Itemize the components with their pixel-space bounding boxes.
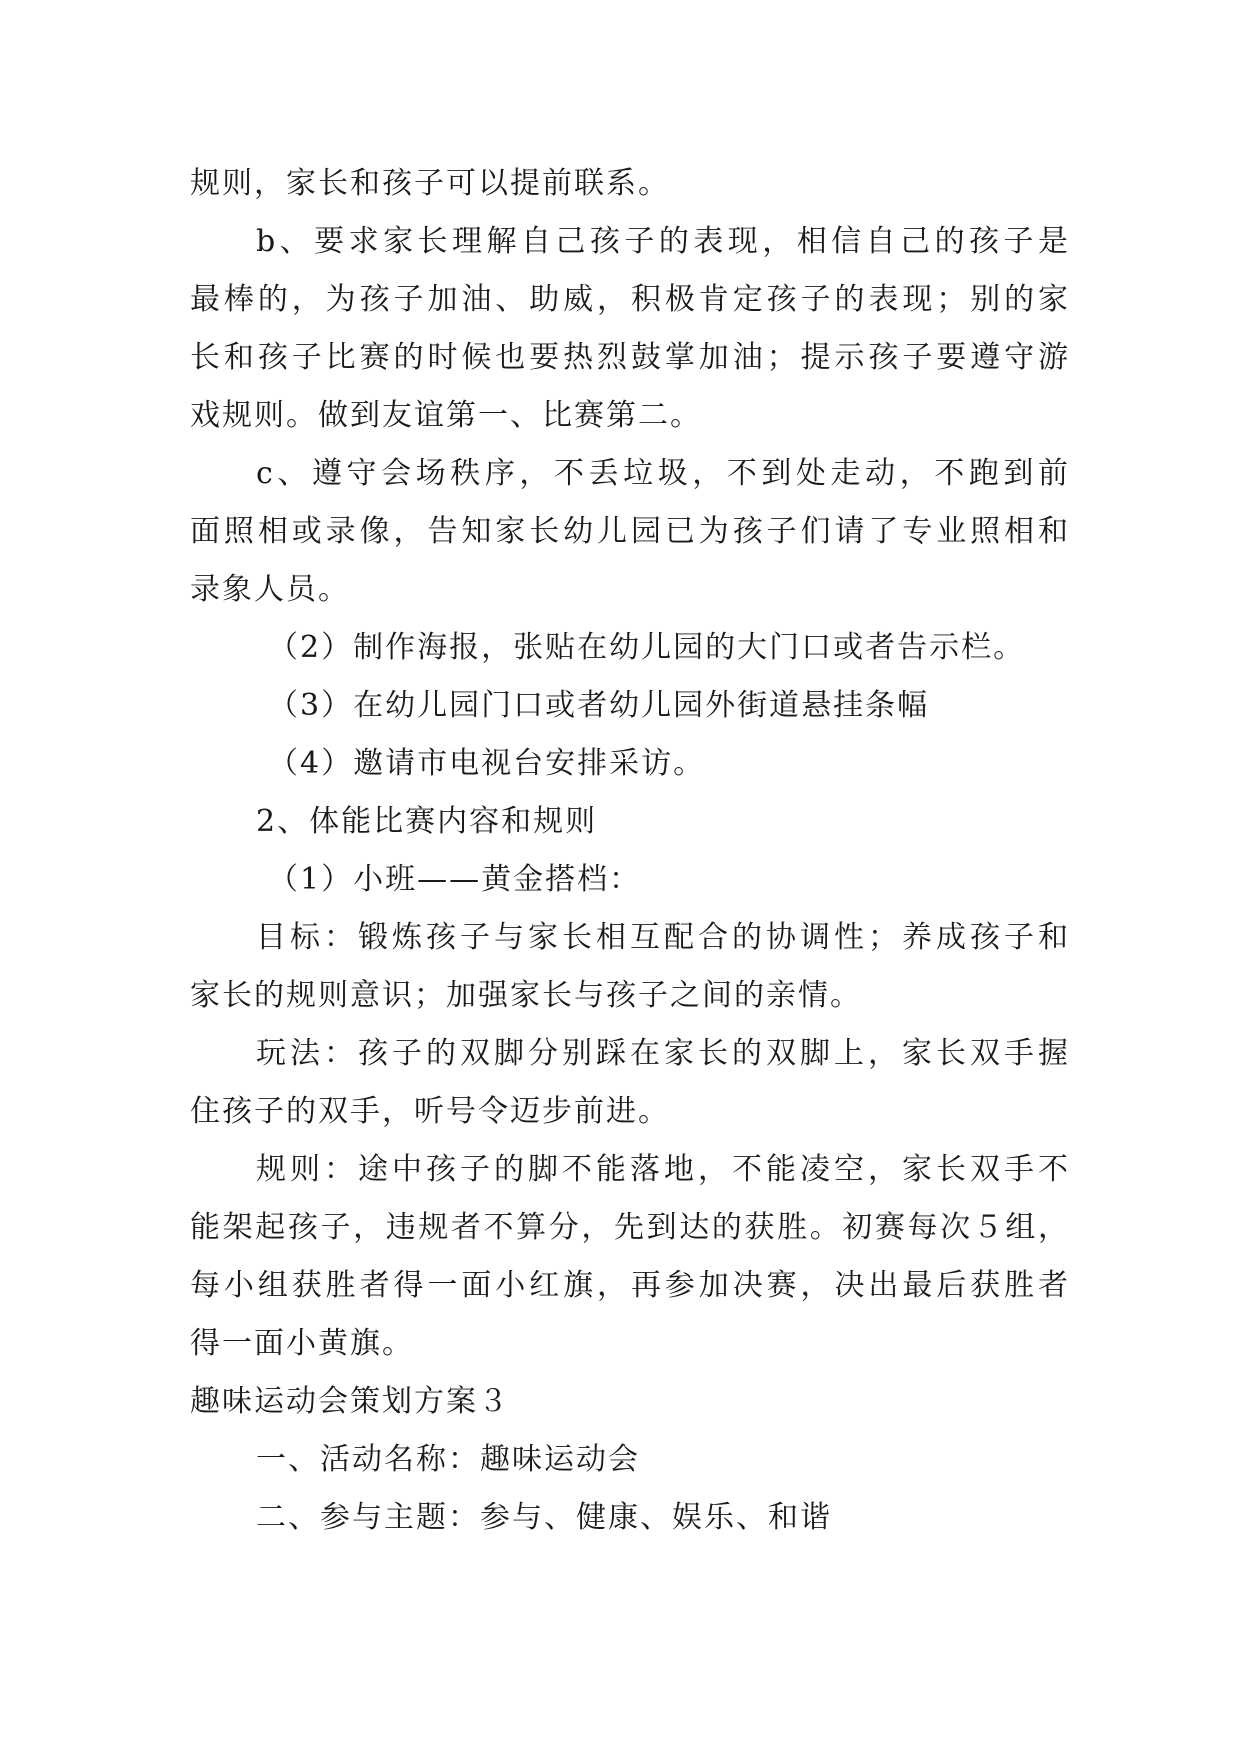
text-line: 录象人员。 — [190, 572, 350, 607]
text-line: 二、参与主题：参与、健康、娱乐、和谐 — [256, 1500, 832, 1535]
text-line: （3）在幼儿园门口或者幼儿园外街道悬挂条幅 — [268, 688, 930, 723]
text-line: c、遵守会场秩序，不丢垃圾，不到处走动，不跑到前 — [256, 456, 1070, 491]
text-line: 玩法：孩子的双脚分别踩在家长的双脚上，家长双手握 — [256, 1036, 1070, 1071]
section-heading: 趣味运动会策划方案３ — [190, 1384, 510, 1419]
text-line: 得一面小黄旗。 — [190, 1326, 414, 1361]
text-line: 长和孩子比赛的时候也要热烈鼓掌加油；提示孩子要遵守游 — [190, 340, 1070, 375]
text-line: 家长的规则意识；加强家长与孩子之间的亲情。 — [190, 978, 862, 1013]
text-line: 目标：锻炼孩子与家长相互配合的协调性；养成孩子和 — [256, 920, 1070, 955]
text-line: （2）制作海报，张贴在幼儿园的大门口或者告示栏。 — [268, 630, 1026, 665]
text-line: （4）邀请市电视台安排采访。 — [268, 746, 706, 781]
text-line: （1）小班——黄金搭档： — [268, 862, 642, 897]
text-line: 住孩子的双手，听号令迈步前进。 — [190, 1094, 670, 1129]
text-line: 一、活动名称：趣味运动会 — [256, 1442, 640, 1477]
text-line: 能架起孩子，违规者不算分，先到达的获胜。初赛每次５组， — [190, 1210, 1070, 1245]
text-line: 规则：途中孩子的脚不能落地，不能凌空，家长双手不 — [256, 1152, 1070, 1187]
text-line: 每小组获胜者得一面小红旗，再参加决赛，决出最后获胜者 — [190, 1268, 1070, 1303]
text-line: 规则，家长和孩子可以提前联系。 — [190, 166, 670, 201]
text-line: 最棒的，为孩子加油、助威，积极肯定孩子的表现；别的家 — [190, 282, 1070, 317]
text-line: b、要求家长理解自己孩子的表现，相信自己的孩子是 — [256, 224, 1070, 259]
text-line: 戏规则。做到友谊第一、比赛第二。 — [190, 398, 702, 433]
text-line: 2、体能比赛内容和规则 — [256, 804, 598, 839]
text-line: 面照相或录像，告知家长幼儿园已为孩子们请了专业照相和 — [190, 514, 1070, 549]
